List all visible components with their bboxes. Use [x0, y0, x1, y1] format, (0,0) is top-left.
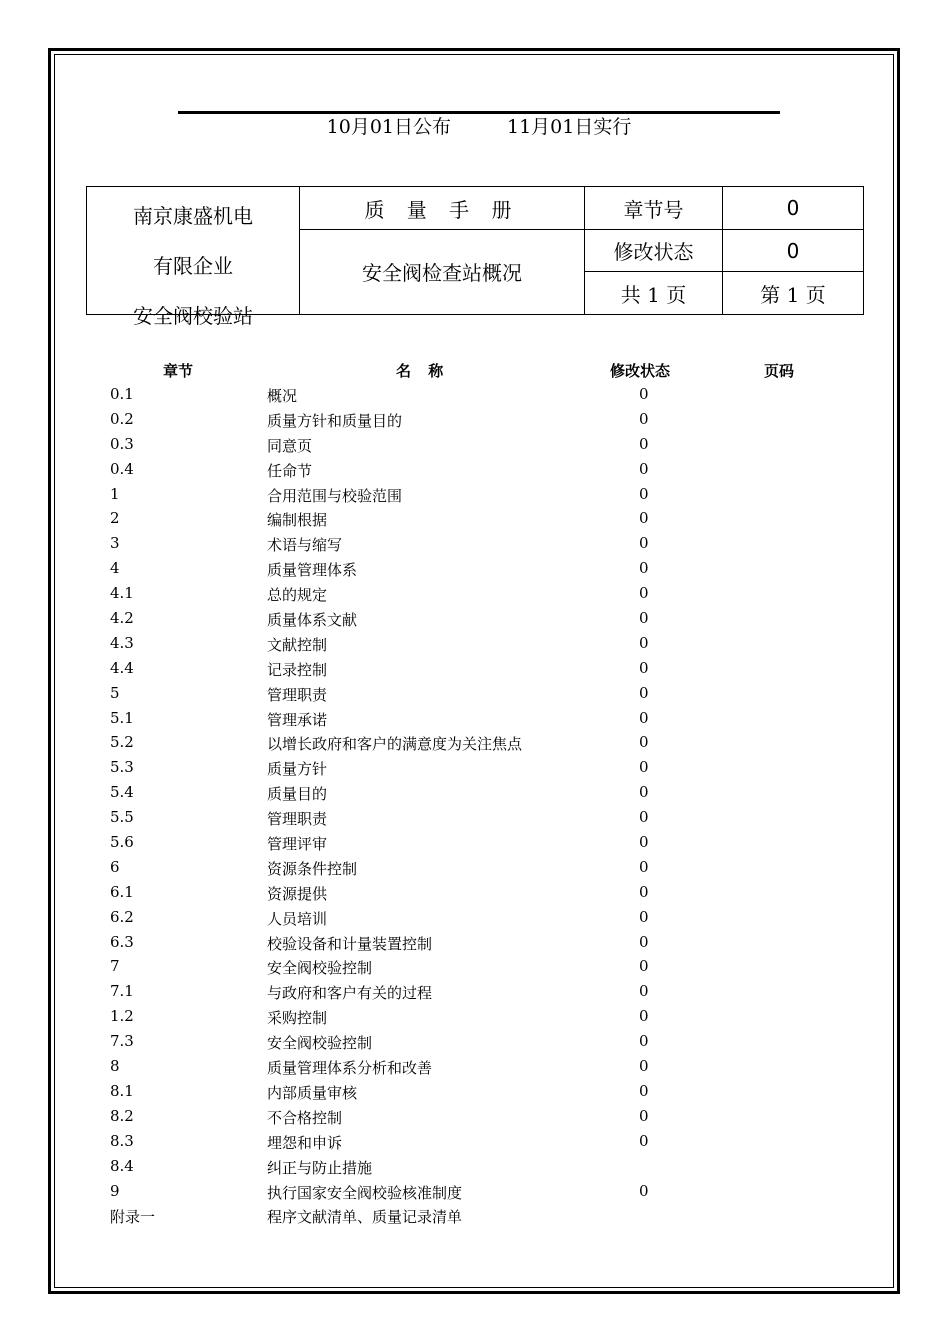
- toc-row-revision: 0: [639, 957, 649, 976]
- toc-row: [0, 433, 950, 458]
- toc-row-revision: 0: [639, 758, 649, 777]
- toc-row: [0, 731, 950, 756]
- toc-row: [0, 483, 950, 508]
- toc-row: [0, 458, 950, 483]
- section-title: 安全阀检查站概况: [299, 229, 585, 315]
- toc-row: [0, 1080, 950, 1105]
- toc-row-revision: 0: [639, 633, 649, 652]
- revision-value: 0: [722, 229, 864, 272]
- toc-row-name: 合用范围与校验范围: [267, 486, 403, 505]
- toc-row-number: 0.2: [110, 409, 134, 428]
- toc-row-number: 2: [110, 509, 120, 528]
- toc-row-revision: 0: [639, 584, 649, 603]
- toc-header-page: 页码: [764, 362, 795, 380]
- toc-row: [0, 856, 950, 881]
- toc-row-revision: 0: [639, 932, 649, 951]
- toc-row: [0, 931, 950, 956]
- toc-row-revision: 0: [639, 1032, 649, 1051]
- toc-row: [0, 881, 950, 906]
- toc-row: [0, 1055, 950, 1080]
- toc-row-revision: 0: [639, 509, 649, 528]
- toc-row-number: 4: [110, 559, 120, 578]
- toc-row-number: 8.2: [110, 1106, 134, 1125]
- toc-row-revision: 0: [639, 683, 649, 702]
- total-pages: 共 1 页: [584, 271, 723, 315]
- toc-row: [0, 1105, 950, 1130]
- toc-header-chapter: 章节: [163, 362, 194, 380]
- toc-row-name: 质量方针和质量目的: [267, 411, 403, 430]
- toc-row-number: 5.2: [110, 733, 134, 752]
- toc-row-name: 质量方针: [267, 760, 328, 779]
- toc-row-name: 程序文献清单、质量记录清单: [267, 1208, 463, 1227]
- toc-row-revision: 0: [639, 1081, 649, 1100]
- toc-row-revision: 0: [639, 534, 649, 553]
- toc-row-revision: 0: [639, 808, 649, 827]
- toc-row: [0, 756, 950, 781]
- toc-row-name: 安全阀校验控制: [267, 1034, 373, 1053]
- toc-row: [0, 781, 950, 806]
- toc-row: [0, 657, 950, 682]
- toc-row-number: 6.1: [110, 882, 134, 901]
- toc-row-revision: 0: [639, 882, 649, 901]
- toc-row-name: 总的规定: [267, 586, 328, 605]
- toc-header-row: [0, 360, 950, 382]
- toc-row: [0, 1204, 950, 1229]
- toc-row-name: 以增长政府和客户的满意度为关注焦点: [267, 735, 523, 754]
- toc-row-revision: 0: [639, 559, 649, 578]
- toc-row-number: 7: [110, 957, 120, 976]
- toc-row: [0, 408, 950, 433]
- toc-row-name: 内部质量审核: [267, 1083, 358, 1102]
- toc-row-name: 纠正与防止措施: [267, 1158, 373, 1177]
- toc-row-name: 同意页: [267, 436, 313, 455]
- toc-row-revision: 0: [639, 459, 649, 478]
- toc-header-revision: 修改状态: [610, 362, 671, 380]
- toc-row-number: 4.4: [110, 658, 134, 677]
- toc-row-revision: 0: [639, 733, 649, 752]
- effective-date: 11月01日实行: [507, 116, 632, 138]
- toc-row: [0, 1005, 950, 1030]
- toc-row: [0, 383, 950, 408]
- toc-row-name: 质量体系文献: [267, 611, 358, 630]
- toc-row-name: 文献控制: [267, 635, 328, 654]
- company-name-line-2: 有限企业: [153, 254, 233, 278]
- toc-row-number: 5.5: [110, 808, 134, 827]
- toc-row-name: 管理承诺: [267, 710, 328, 729]
- toc-row-revision: 0: [639, 409, 649, 428]
- toc-row: [0, 557, 950, 582]
- toc-row-name: 记录控制: [267, 660, 328, 679]
- toc-list: [0, 383, 950, 1229]
- toc-row-name: 资源提供: [267, 884, 328, 903]
- toc-row-name: 人员培训: [267, 909, 328, 928]
- toc-row-number: 4.2: [110, 609, 134, 628]
- toc-row: [0, 1130, 950, 1155]
- toc-row-number: 8.3: [110, 1131, 134, 1150]
- toc-row-number: 5.4: [110, 783, 134, 802]
- toc-row: [0, 532, 950, 557]
- toc-row-revision: 0: [639, 833, 649, 852]
- toc-row-name: 不合格控制: [267, 1108, 343, 1127]
- toc-row: [0, 831, 950, 856]
- toc-row: [0, 607, 950, 632]
- toc-row-name: 管理评审: [267, 835, 328, 854]
- toc-row-revision: 0: [639, 1131, 649, 1150]
- toc-row-name: 编制根据: [267, 511, 328, 530]
- toc-row-number: 6.2: [110, 907, 134, 926]
- header-table: [86, 186, 864, 328]
- toc-row-number: 0.4: [110, 459, 134, 478]
- toc-row: [0, 1030, 950, 1055]
- toc-header-name: 名 称: [396, 362, 450, 380]
- toc-row-revision: 0: [639, 1106, 649, 1125]
- toc-row-name: 埋怨和申诉: [267, 1133, 343, 1152]
- toc-row-number: 0.1: [110, 385, 134, 403]
- toc-row-number: 4.1: [110, 584, 134, 603]
- toc-row-revision: 0: [639, 658, 649, 677]
- toc-row-name: 执行国家安全阀校验核准制度: [267, 1183, 463, 1202]
- toc-row-name: 管理职责: [267, 685, 328, 704]
- toc-row-name: 术语与缩写: [267, 536, 343, 555]
- toc-row: [0, 1155, 950, 1180]
- toc-row-name: 质量目的: [267, 785, 328, 804]
- company-name-cell: [86, 186, 300, 328]
- company-name-line-1: 南京康盛机电: [133, 204, 253, 228]
- toc-row-revision: 0: [639, 783, 649, 802]
- toc-row: [0, 707, 950, 732]
- toc-row-revision: 0: [639, 434, 649, 453]
- toc-row-revision: 0: [639, 385, 649, 403]
- toc-row-revision: 0: [639, 1057, 649, 1076]
- toc-row-revision: 0: [639, 484, 649, 503]
- toc-row-number: 4.3: [110, 633, 134, 652]
- toc-row-number: 8.4: [110, 1156, 134, 1175]
- toc-row-revision: 0: [639, 708, 649, 727]
- toc-row-number: 附录一: [110, 1208, 156, 1227]
- toc-row-number: 8.1: [110, 1081, 134, 1100]
- toc-row-name: 校验设备和计量装置控制: [267, 934, 433, 953]
- toc-row-number: 5.3: [110, 758, 134, 777]
- toc-row: [0, 582, 950, 607]
- toc-row-number: 6: [110, 857, 120, 876]
- toc-row-name: 任命节: [267, 461, 313, 480]
- toc-row-revision: 0: [639, 609, 649, 628]
- current-page: 第 1 页: [722, 271, 864, 315]
- toc-row: [0, 955, 950, 980]
- toc-row-number: 6.3: [110, 932, 134, 951]
- toc-row: [0, 906, 950, 931]
- toc-row-name: 与政府和客户有关的过程: [267, 984, 433, 1003]
- toc-row-revision: 0: [639, 857, 649, 876]
- chapter-label: 章节号: [584, 186, 723, 230]
- publication-line: [178, 112, 780, 139]
- toc-row-name: 质量管理体系: [267, 561, 358, 580]
- toc-row: [0, 507, 950, 532]
- toc-row: [0, 980, 950, 1005]
- toc-row-number: 1.2: [110, 1007, 134, 1026]
- manual-title: 质 量 手 册: [299, 186, 585, 230]
- toc-row-number: 5.1: [110, 708, 134, 727]
- revision-label: 修改状态: [584, 229, 723, 272]
- toc-row: [0, 632, 950, 657]
- toc-row-number: 7.1: [110, 982, 134, 1001]
- toc-row-revision: 0: [639, 907, 649, 926]
- chapter-value: 0: [722, 186, 864, 230]
- toc-row-name: 采购控制: [267, 1009, 328, 1028]
- toc-row-number: 7.3: [110, 1032, 134, 1051]
- toc-row-name: 概况: [267, 387, 298, 405]
- toc-row-number: 8: [110, 1057, 120, 1076]
- toc-row-number: 5: [110, 683, 120, 702]
- toc-row-number: 3: [110, 534, 120, 553]
- toc-row-number: 5.6: [110, 833, 134, 852]
- toc-row-name: 安全阀校验控制: [267, 959, 373, 978]
- toc-row: [0, 682, 950, 707]
- toc-row: [0, 1180, 950, 1205]
- toc-row-name: 质量管理体系分析和改善: [267, 1059, 433, 1078]
- toc-row-name: 资源条件控制: [267, 859, 358, 878]
- toc-row-revision: 0: [639, 1181, 649, 1200]
- toc-row-revision: 0: [639, 982, 649, 1001]
- toc-row-name: 管理职责: [267, 810, 328, 829]
- toc-row: [0, 806, 950, 831]
- toc-row-revision: 0: [639, 1007, 649, 1026]
- publish-date: 10月01日公布: [326, 116, 451, 138]
- toc-row-number: 9: [110, 1181, 120, 1200]
- toc-row-number: 0.3: [110, 434, 134, 453]
- toc-row-number: 1: [110, 484, 120, 503]
- company-name-line-3: 安全阀校验站: [133, 304, 253, 328]
